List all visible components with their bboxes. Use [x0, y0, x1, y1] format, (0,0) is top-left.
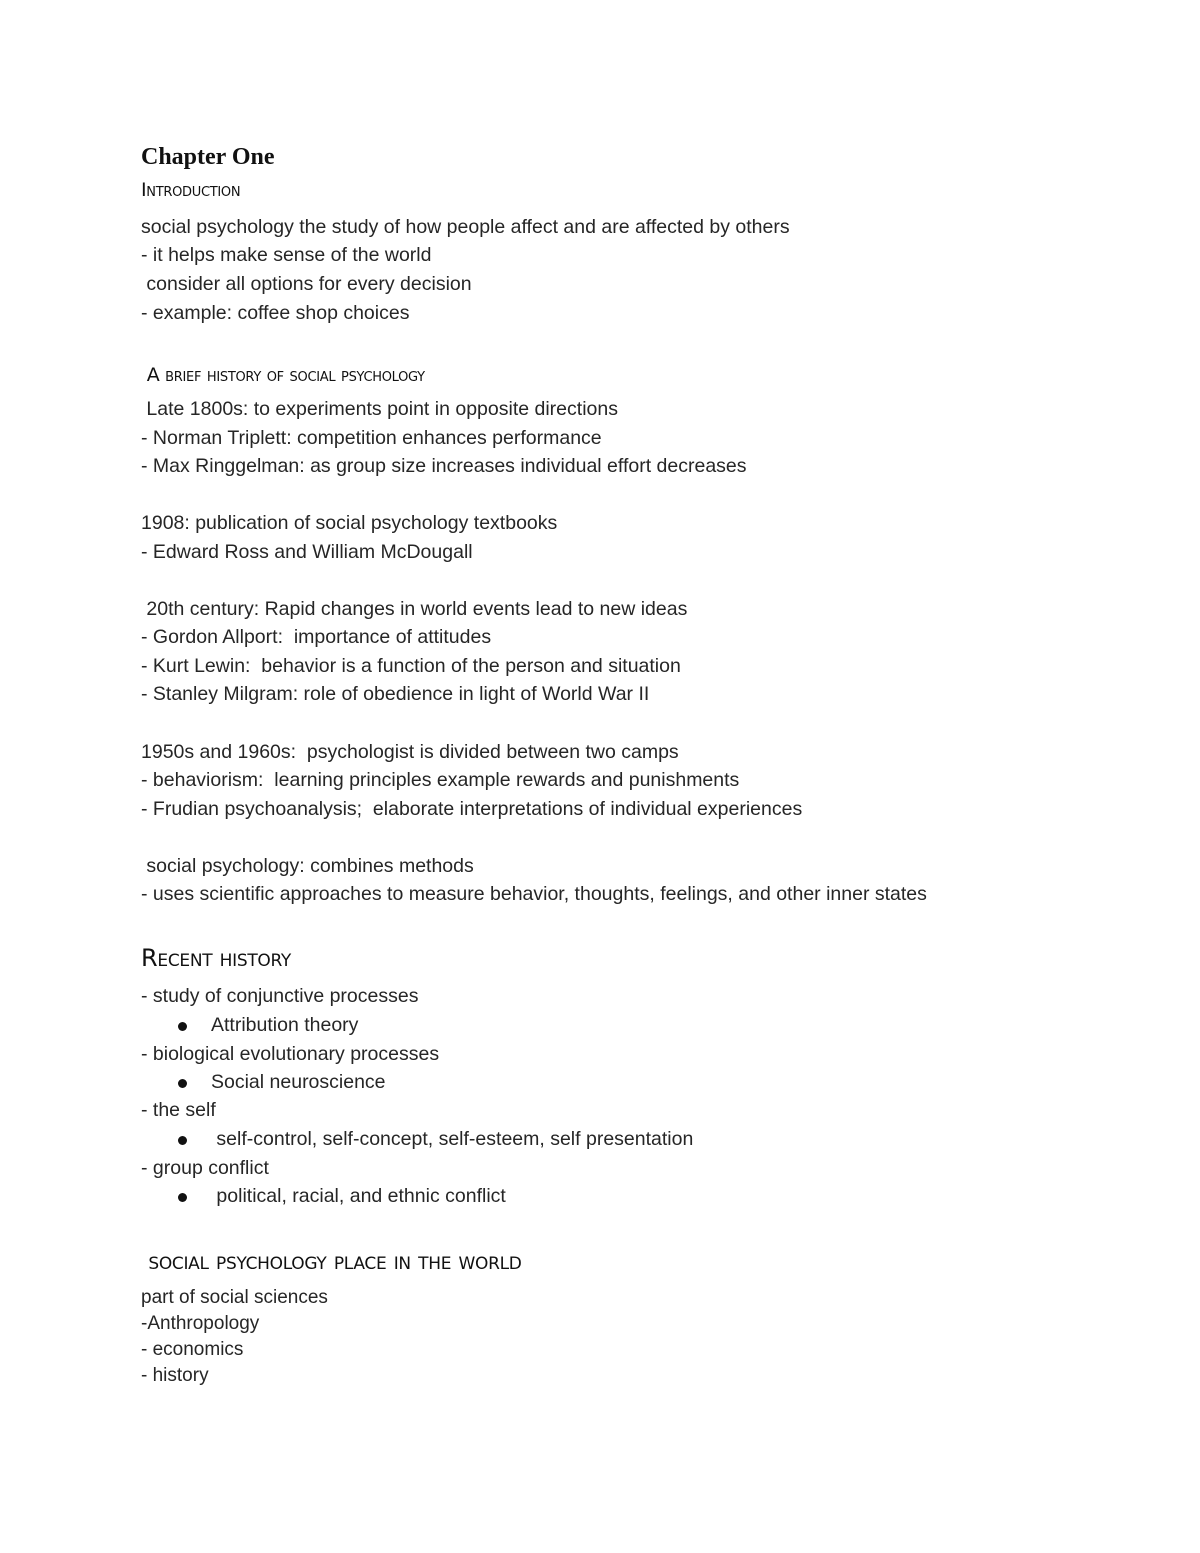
history-line: - Gordon Allport: importance of attitudes: [141, 626, 492, 648]
heading-recent-history: Recent history: [141, 944, 292, 972]
recent-subitem: Social neuroscience: [211, 1071, 386, 1093]
heading-place-in-world: social psychology place in the world: [141, 1247, 522, 1275]
intro-line: consider all options for every decision: [141, 273, 472, 295]
history-line: - Max Ringgelman: as group size increases individual effort decreases: [141, 455, 747, 477]
bullet-icon: [178, 1022, 187, 1031]
place-line: - history: [141, 1365, 209, 1386]
heading-introduction: Introduction: [141, 179, 241, 201]
history-line: - uses scientific approaches to measure behavior, thoughts, feelings, and other inner states: [141, 883, 927, 905]
bullet-icon: [178, 1079, 187, 1088]
history-line: 1908: publication of social psychology textbooks: [141, 512, 558, 534]
history-line: - Norman Triplett: competition enhances performance: [141, 427, 602, 449]
history-line: - behaviorism: learning principles example rewards and punishments: [141, 769, 740, 791]
history-line: - Frudian psychoanalysis; elaborate interpretations of individual experiences: [141, 798, 803, 820]
history-line: Late 1800s: to experiments point in opposite directions: [141, 398, 618, 420]
history-line: - Kurt Lewin: behavior is a function of the person and situation: [141, 655, 681, 677]
recent-subitem: Attribution theory: [211, 1014, 359, 1036]
history-line: - Stanley Milgram: role of obedience in light of World War II: [141, 683, 650, 705]
recent-line: - biological evolutionary processes: [141, 1043, 440, 1065]
bullet-icon: [178, 1136, 187, 1145]
place-line: part of social sciences: [141, 1287, 328, 1308]
intro-line: social psychology the study of how people affect and are affected by others: [141, 216, 790, 238]
intro-line: - it helps make sense of the world: [141, 244, 432, 266]
recent-subitem: political, racial, and ethnic conflict: [211, 1185, 506, 1207]
heading-brief-history: A brief history of social psychology: [141, 364, 425, 386]
history-line: social psychology: combines methods: [141, 855, 474, 877]
recent-subitem: self-control, self-concept, self-esteem, self presentation: [211, 1128, 694, 1150]
recent-line: - group conflict: [141, 1157, 269, 1179]
intro-line: - example: coffee shop choices: [141, 302, 410, 324]
recent-line: - the self: [141, 1099, 216, 1121]
place-line: -Anthropology: [141, 1313, 260, 1334]
bullet-icon: [178, 1193, 187, 1202]
history-line: - Edward Ross and William McDougall: [141, 541, 473, 563]
history-line: 1950s and 1960s: psychologist is divided between two camps: [141, 741, 679, 763]
recent-line: - study of conjunctive processes: [141, 985, 419, 1007]
place-line: - economics: [141, 1339, 244, 1360]
history-line: 20th century: Rapid changes in world events lead to new ideas: [141, 598, 688, 620]
chapter-title: Chapter One: [141, 144, 275, 170]
